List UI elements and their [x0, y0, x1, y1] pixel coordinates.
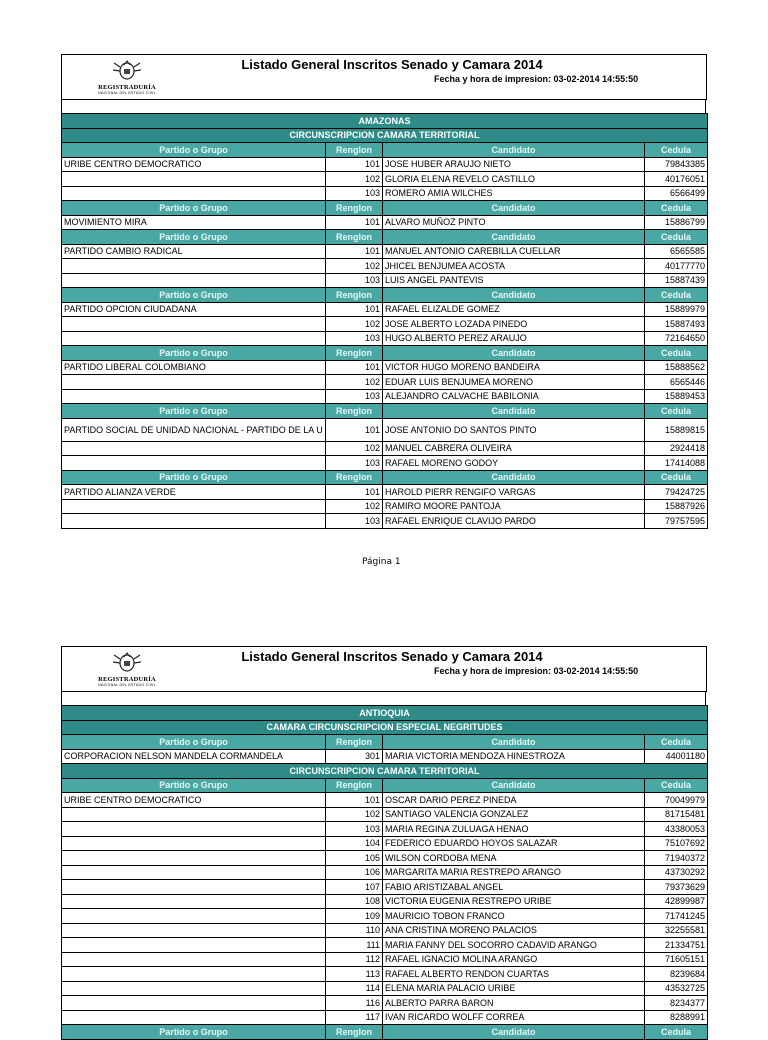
partido-cell: CORPORACION NELSON MANDELA CORMANDELA [62, 749, 326, 764]
partido-cell [62, 967, 326, 982]
candidato-cell: MARIA VICTORIA MENDOZA HINESTROZA [383, 749, 645, 764]
renglon-cell: 103 [326, 822, 383, 837]
header-cedula: Cedula [645, 201, 708, 216]
table-row [62, 215, 708, 230]
header-renglon: Renglon [326, 735, 383, 750]
cedula-cell: 43380053 [645, 822, 708, 837]
candidato-cell: MARIA FANNY DEL SOCORRO CADAVID ARANGO [383, 938, 645, 953]
renglon-cell: 114 [326, 981, 383, 996]
renglon-cell: 102 [326, 441, 383, 456]
header-cedula: Cedula [645, 346, 708, 361]
candidato-cell: WILSON CORDOBA MENA [383, 851, 645, 866]
table-row [62, 360, 708, 375]
report-header [61, 646, 707, 691]
candidato-cell: RAFAEL ALBERTO RENDON CUARTAS [383, 967, 645, 982]
table-row [62, 938, 708, 953]
candidato-cell: ANA CRISTINA MORENO PALACIOS [383, 923, 645, 938]
cedula-cell: 15888562 [645, 360, 708, 375]
cedula-cell: 32255581 [645, 923, 708, 938]
header-partido: Partido o Grupo [62, 1025, 326, 1040]
table-row [62, 749, 708, 764]
candidato-cell: SANTIAGO VALENCIA GONZALEZ [383, 807, 645, 822]
cedula-cell: 15889979 [645, 302, 708, 317]
table-row [62, 923, 708, 938]
cedula-cell: 15887926 [645, 499, 708, 514]
header-candidato: Candidato [383, 470, 645, 485]
table-row [62, 259, 708, 274]
partido-cell [62, 894, 326, 909]
partido-cell [62, 952, 326, 967]
cedula-cell: 79843385 [645, 157, 708, 172]
crest-icon [112, 651, 142, 675]
table-row [62, 331, 708, 346]
table-row [62, 456, 708, 471]
header-renglon: Renglon [326, 404, 383, 419]
renglon-cell: 103 [326, 186, 383, 201]
candidato-cell: HAROLD PIERR RENGIFO VARGAS [383, 485, 645, 500]
partido-cell: URIBE CENTRO DEMOCRATICO [62, 793, 326, 808]
renglon-cell: 102 [326, 375, 383, 390]
column-header-row [62, 1025, 708, 1040]
candidato-cell: ALEJANDRO CALVACHE BABILONIA [383, 389, 645, 404]
table-row [62, 909, 708, 924]
renglon-cell: 103 [326, 273, 383, 288]
cedula-cell: 15886799 [645, 215, 708, 230]
header-partido: Partido o Grupo [62, 346, 326, 361]
candidato-cell: MARGARITA MARIA RESTREPO ARANGO [383, 865, 645, 880]
candidato-cell: JOSE ALBERTO LOZADA PINEDO [383, 317, 645, 332]
partido-cell [62, 499, 326, 514]
renglon-cell: 103 [326, 389, 383, 404]
table-row [62, 302, 708, 317]
cedula-cell: 15887493 [645, 317, 708, 332]
candidato-cell: RAFAEL ELIZALDE GOMEZ [383, 302, 645, 317]
department-band [62, 706, 708, 721]
candidates-table [61, 113, 708, 529]
partido-cell [62, 807, 326, 822]
candidato-cell: RAFAEL ENRIQUE CLAVIJO PARDO [383, 514, 645, 529]
header-partido: Partido o Grupo [62, 201, 326, 216]
table-row [62, 485, 708, 500]
renglon-cell: 101 [326, 360, 383, 375]
column-header-row [62, 404, 708, 419]
renglon-cell: 102 [326, 259, 383, 274]
renglon-cell: 108 [326, 894, 383, 909]
table-row [62, 894, 708, 909]
partido-cell: URIBE CENTRO DEMOCRATICO [62, 157, 326, 172]
partido-cell [62, 880, 326, 895]
column-header-row [62, 778, 708, 793]
circunscripcion-band [62, 720, 708, 735]
header-candidato: Candidato [383, 735, 645, 750]
logo-subtext: NACIONAL DEL ESTADO CIVIL [98, 683, 156, 687]
header-partido: Partido o Grupo [62, 143, 326, 158]
header-cedula: Cedula [645, 1025, 708, 1040]
header-cedula: Cedula [645, 143, 708, 158]
renglon-cell: 102 [326, 317, 383, 332]
partido-cell [62, 389, 326, 404]
table-row [62, 186, 708, 201]
cedula-cell: 40177770 [645, 259, 708, 274]
cedula-cell: 71741245 [645, 909, 708, 924]
header-candidato: Candidato [383, 778, 645, 793]
table-row [62, 865, 708, 880]
header-renglon: Renglon [326, 288, 383, 303]
header-renglon: Renglon [326, 470, 383, 485]
circunscripcion-band-label: CIRCUNSCRIPCION CAMARA TERRITORIAL [62, 128, 708, 143]
cedula-cell: 44001180 [645, 749, 708, 764]
cedula-cell: 6565446 [645, 375, 708, 390]
department-band-label: AMAZONAS [62, 114, 708, 129]
cedula-cell: 15889453 [645, 389, 708, 404]
table-row [62, 967, 708, 982]
cedula-cell: 42899987 [645, 894, 708, 909]
partido-cell [62, 909, 326, 924]
table-row [62, 389, 708, 404]
header-candidato: Candidato [383, 143, 645, 158]
renglon-cell: 107 [326, 880, 383, 895]
circunscripcion-band-label: CAMARA CIRCUNSCRIPCION ESPECIAL NEGRITUDES [62, 720, 708, 735]
renglon-cell: 117 [326, 1010, 383, 1025]
table-row [62, 880, 708, 895]
header-renglon: Renglon [326, 778, 383, 793]
candidato-cell: IVAN RICARDO WOLFF CORREA [383, 1010, 645, 1025]
header-cedula: Cedula [645, 470, 708, 485]
table-row [62, 172, 708, 187]
cedula-cell: 71940372 [645, 851, 708, 866]
header-candidato: Candidato [383, 230, 645, 245]
header-candidato: Candidato [383, 404, 645, 419]
partido-cell: PARTIDO ALIANZA VERDE [62, 485, 326, 500]
renglon-cell: 101 [326, 418, 383, 441]
header-candidato: Candidato [383, 1025, 645, 1040]
renglon-cell: 101 [326, 485, 383, 500]
column-header-row [62, 230, 708, 245]
candidato-cell: ALVARO MUÑOZ PINTO [383, 215, 645, 230]
candidato-cell: OSCAR DARIO PEREZ PINEDA [383, 793, 645, 808]
partido-cell [62, 456, 326, 471]
cedula-cell: 8288991 [645, 1010, 708, 1025]
partido-cell [62, 331, 326, 346]
candidato-cell: ELENA MARIA PALACIO URIBE [383, 981, 645, 996]
cedula-cell: 72164650 [645, 331, 708, 346]
candidato-cell: FEDERICO EDUARDO HOYOS SALAZAR [383, 836, 645, 851]
renglon-cell: 101 [326, 157, 383, 172]
header-renglon: Renglon [326, 1025, 383, 1040]
circunscripcion-band [62, 128, 708, 143]
candidato-cell: VICTORIA EUGENIA RESTREPO URIBE [383, 894, 645, 909]
cedula-cell: 15889815 [645, 418, 708, 441]
frame-line-right [705, 691, 706, 705]
renglon-cell: 101 [326, 215, 383, 230]
renglon-cell: 104 [326, 836, 383, 851]
candidato-cell: MARIA REGINA ZULUAGA HENAO [383, 822, 645, 837]
circunscripcion-band-label: CIRCUNSCRIPCION CAMARA TERRITORIAL [62, 764, 708, 779]
column-header-row [62, 288, 708, 303]
cedula-cell: 43730292 [645, 865, 708, 880]
partido-cell [62, 375, 326, 390]
renglon-cell: 102 [326, 807, 383, 822]
renglon-cell: 101 [326, 302, 383, 317]
partido-cell [62, 1010, 326, 1025]
partido-cell [62, 865, 326, 880]
cedula-cell: 6565585 [645, 244, 708, 259]
table-row [62, 996, 708, 1011]
table-row [62, 317, 708, 332]
print-timestamp: Fecha y hora de impresion: 03-02-2014 14:55:50 [434, 74, 639, 84]
candidato-cell: RAFAEL IGNACIO MOLINA ARANGO [383, 952, 645, 967]
table-row [62, 244, 708, 259]
renglon-cell: 110 [326, 923, 383, 938]
partido-cell [62, 938, 326, 953]
candidato-cell: LUIS ANGEL PANTEVIS [383, 273, 645, 288]
cedula-cell: 79757595 [645, 514, 708, 529]
column-header-row [62, 735, 708, 750]
report-header [61, 54, 707, 99]
table-row [62, 836, 708, 851]
candidato-cell: EDUAR LUIS BENJUMEA MORENO [383, 375, 645, 390]
cedula-cell: 2924418 [645, 441, 708, 456]
cedula-cell: 79373629 [645, 880, 708, 895]
renglon-cell: 106 [326, 865, 383, 880]
renglon-cell: 112 [326, 952, 383, 967]
cedula-cell: 40176051 [645, 172, 708, 187]
header-cedula: Cedula [645, 288, 708, 303]
logo-text: REGISTRADURÍA [98, 676, 156, 683]
table-row [62, 793, 708, 808]
cedula-cell: 15887439 [645, 273, 708, 288]
crest-icon [112, 59, 142, 83]
renglon-cell: 105 [326, 851, 383, 866]
candidato-cell: RAMIRO MOORE PANTOJA [383, 499, 645, 514]
department-band-label: ANTIOQUIA [62, 706, 708, 721]
header-renglon: Renglon [326, 346, 383, 361]
column-header-row [62, 201, 708, 216]
table-row [62, 499, 708, 514]
partido-cell: PARTIDO SOCIAL DE UNIDAD NACIONAL - PARTIDO DE LA U [62, 418, 326, 441]
header-candidato: Candidato [383, 201, 645, 216]
renglon-cell: 301 [326, 749, 383, 764]
cedula-cell: 8239684 [645, 967, 708, 982]
cedula-cell: 81715481 [645, 807, 708, 822]
partido-cell [62, 273, 326, 288]
frame-line-right [705, 99, 706, 113]
renglon-cell: 102 [326, 172, 383, 187]
table-row [62, 981, 708, 996]
partido-cell [62, 514, 326, 529]
table-row [62, 807, 708, 822]
header-candidato: Candidato [383, 288, 645, 303]
candidato-cell: RAFAEL MORENO GODOY [383, 456, 645, 471]
cedula-cell: 43532725 [645, 981, 708, 996]
renglon-cell: 101 [326, 244, 383, 259]
renglon-cell: 102 [326, 499, 383, 514]
partido-cell: PARTIDO CAMBIO RADICAL [62, 244, 326, 259]
header-partido: Partido o Grupo [62, 735, 326, 750]
frame-line-left [61, 691, 62, 705]
partido-cell [62, 186, 326, 201]
renglon-cell: 111 [326, 938, 383, 953]
renglon-cell: 101 [326, 793, 383, 808]
partido-cell [62, 851, 326, 866]
table-row [62, 952, 708, 967]
header-cedula: Cedula [645, 735, 708, 750]
table-row [62, 157, 708, 172]
candidato-cell: FABIO ARISTIZABAL ANGEL [383, 880, 645, 895]
partido-cell: PARTIDO OPCION CIUDADANA [62, 302, 326, 317]
cedula-cell: 79424725 [645, 485, 708, 500]
candidato-cell: VICTOR HUGO MORENO BANDEIRA [383, 360, 645, 375]
column-header-row [62, 470, 708, 485]
partido-cell [62, 822, 326, 837]
renglon-cell: 116 [326, 996, 383, 1011]
renglon-cell: 113 [326, 967, 383, 982]
frame-line-left [61, 99, 62, 113]
table-row [62, 851, 708, 866]
candidato-cell: JHICEL BENJUMEA ACOSTA [383, 259, 645, 274]
partido-cell [62, 172, 326, 187]
header-partido: Partido o Grupo [62, 470, 326, 485]
partido-cell [62, 996, 326, 1011]
header-partido: Partido o Grupo [62, 230, 326, 245]
candidato-cell: JOSE HUBER ARAUJO NIETO [383, 157, 645, 172]
table-row [62, 273, 708, 288]
page-number: Página 1 [362, 557, 401, 567]
department-band [62, 114, 708, 129]
report-title: Listado General Inscritos Senado y Camara 2014 [241, 57, 543, 72]
candidato-cell: JOSE ANTONIO DO SANTOS PINTO [383, 418, 645, 441]
candidato-cell: ROMERO AMIA WILCHES [383, 186, 645, 201]
cedula-cell: 21334751 [645, 938, 708, 953]
cedula-cell: 75107692 [645, 836, 708, 851]
registraduria-logo [92, 651, 162, 687]
candidato-cell: GLORIA ELENA REVELO CASTILLO [383, 172, 645, 187]
renglon-cell: 103 [326, 514, 383, 529]
table-row [62, 418, 708, 441]
candidato-cell: MANUEL ANTONIO CAREBILLA CUELLAR [383, 244, 645, 259]
table-row [62, 1010, 708, 1025]
header-partido: Partido o Grupo [62, 778, 326, 793]
report-title: Listado General Inscritos Senado y Camara 2014 [241, 649, 543, 664]
partido-cell [62, 836, 326, 851]
header-cedula: Cedula [645, 778, 708, 793]
candidato-cell: MANUEL CABRERA OLIVEIRA [383, 441, 645, 456]
candidato-cell: HUGO ALBERTO PEREZ ARAUJO [383, 331, 645, 346]
candidato-cell: ALBERTO PARRA BARON [383, 996, 645, 1011]
table-row [62, 514, 708, 529]
partido-cell [62, 317, 326, 332]
header-renglon: Renglon [326, 201, 383, 216]
table-row [62, 441, 708, 456]
renglon-cell: 103 [326, 331, 383, 346]
header-cedula: Cedula [645, 404, 708, 419]
header-renglon: Renglon [326, 230, 383, 245]
partido-cell [62, 259, 326, 274]
header-renglon: Renglon [326, 143, 383, 158]
header-candidato: Candidato [383, 346, 645, 361]
column-header-row [62, 346, 708, 361]
renglon-cell: 103 [326, 456, 383, 471]
header-partido: Partido o Grupo [62, 288, 326, 303]
cedula-cell: 8234377 [645, 996, 708, 1011]
candidato-cell: MAURICIO TOBON FRANCO [383, 909, 645, 924]
print-timestamp: Fecha y hora de impresion: 03-02-2014 14:55:50 [434, 666, 639, 676]
cedula-cell: 71605151 [645, 952, 708, 967]
table-row [62, 375, 708, 390]
registraduria-logo [92, 59, 162, 95]
header-cedula: Cedula [645, 230, 708, 245]
header-partido: Partido o Grupo [62, 404, 326, 419]
logo-text: REGISTRADURÍA [98, 84, 156, 91]
renglon-cell: 109 [326, 909, 383, 924]
partido-cell [62, 441, 326, 456]
table-row [62, 822, 708, 837]
partido-cell: MOVIMIENTO MIRA [62, 215, 326, 230]
partido-cell [62, 923, 326, 938]
cedula-cell: 70049979 [645, 793, 708, 808]
column-header-row [62, 143, 708, 158]
partido-cell: PARTIDO LIBERAL COLOMBIANO [62, 360, 326, 375]
candidates-table [61, 705, 708, 1040]
logo-subtext: NACIONAL DEL ESTADO CIVIL [98, 91, 156, 95]
cedula-cell: 17414088 [645, 456, 708, 471]
cedula-cell: 6566499 [645, 186, 708, 201]
partido-cell [62, 981, 326, 996]
circunscripcion-band [62, 764, 708, 779]
